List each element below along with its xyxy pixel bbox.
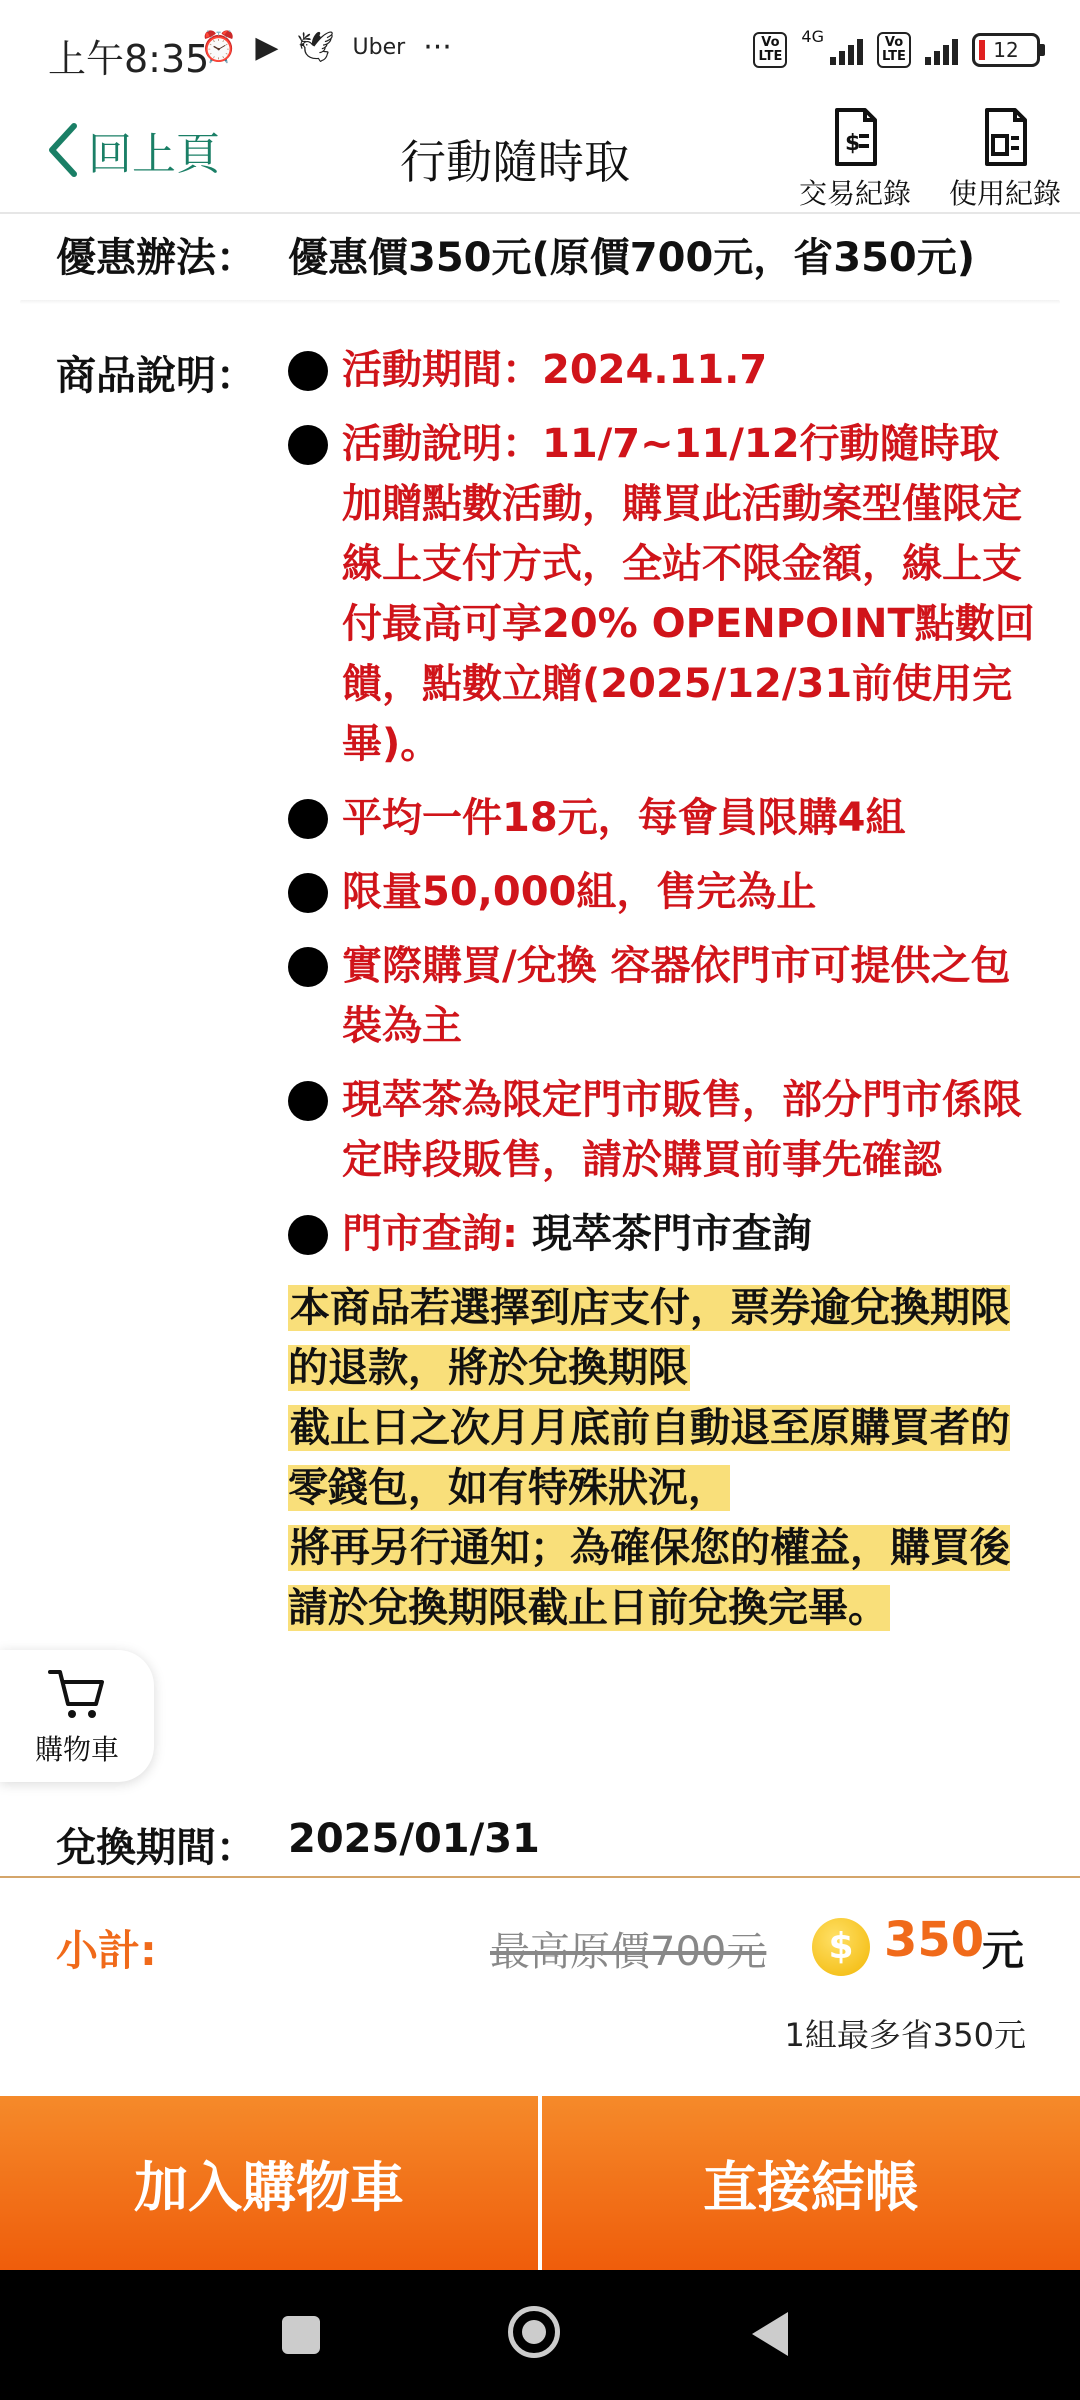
- bullet-dot-icon: [288, 873, 328, 913]
- list-item: [288, 936, 1038, 1056]
- cart-icon: [46, 1666, 108, 1722]
- refund-notice-line: 本商品若選擇到店支付，票券逾兌換期限的退款，將於兌換期限: [288, 1285, 1010, 1391]
- offer-value: 優惠價350元(原價700元，省350元): [288, 235, 976, 281]
- volte-icon: Vo LTE: [753, 32, 787, 68]
- bullet-text: 現萃茶為限定門市販售，部分門市係限定時段販售，請於購買前事先確認: [342, 1077, 1022, 1183]
- floating-cart-button[interactable]: [0, 1650, 154, 1782]
- price-unit: 元: [982, 1926, 1025, 1975]
- list-item: [288, 1204, 1038, 1264]
- bullet-dot-icon: [288, 1081, 328, 1121]
- bullet-dot-icon: [288, 351, 328, 391]
- offer-label: 優惠辦法：: [56, 235, 256, 281]
- list-item: [288, 788, 1038, 848]
- uber-icon: Uber: [352, 35, 406, 60]
- bullet-dot-icon: [288, 947, 328, 987]
- app-header: [0, 100, 1080, 214]
- receipt-dollar-icon: [825, 106, 885, 168]
- store-query-link[interactable]: 現萃茶門市查詢: [531, 1211, 812, 1257]
- refund-notice-line: 將再另行通知；為確保您的權益，購買後請於兌換期限截止日前兌換完畢。: [288, 1525, 1010, 1631]
- checkout-button[interactable]: 直接結帳: [538, 2096, 1080, 2270]
- list-item: [288, 340, 1038, 400]
- youtube-icon: ▶: [255, 30, 279, 65]
- status-notification-icons: [200, 30, 452, 65]
- list-item: [288, 1070, 1038, 1190]
- status-system-icons: [753, 26, 1040, 68]
- original-price: 最高原價700元: [490, 1929, 767, 1975]
- status-bar: [0, 0, 1080, 100]
- description-label: 商品說明：: [56, 353, 256, 399]
- refund-notice: [288, 1278, 1038, 1638]
- exchange-label: 兌換期間：: [56, 1825, 256, 1871]
- usage-records-button[interactable]: [940, 106, 1070, 212]
- savings-note: 1組最多省350元: [784, 2016, 1026, 2054]
- bird-icon: 🕊: [296, 30, 335, 65]
- status-time: 上午8:35: [48, 37, 210, 81]
- receipt-cup-icon: [975, 106, 1035, 168]
- svg-text:$: $: [845, 131, 861, 156]
- back-label: 回上頁: [88, 129, 220, 180]
- transactions-label: 交易紀錄: [798, 177, 911, 210]
- action-bar: [0, 2096, 1080, 2270]
- list-item: [288, 414, 1038, 774]
- cart-label: 購物車: [34, 1733, 119, 1766]
- coin-icon: $: [812, 1918, 870, 1976]
- refund-notice-line: 截止日之次月月底前自動退至原購買者的零錢包，如有特殊狀況，: [288, 1405, 1010, 1511]
- subtotal-label: 小計:: [56, 1926, 157, 1975]
- more-notifications-icon: ···: [423, 30, 452, 65]
- transactions-button[interactable]: [790, 106, 920, 212]
- bullet-text: 活動期間：2024.11.7: [342, 347, 768, 393]
- bullet-text: 限量50,000組，售完為止: [342, 869, 817, 915]
- list-item: [288, 862, 1038, 922]
- bottom-panel-divider: [0, 1876, 1080, 1878]
- signal-icon-2: [925, 35, 958, 65]
- exchange-value: 2025/01/31: [288, 1816, 540, 1862]
- bullet-text: 實際購買/兌換 容器依門市可提供之包裝為主: [342, 943, 1011, 1049]
- network-type: 4G: [801, 26, 824, 46]
- bullet-dot-icon: [288, 799, 328, 839]
- usage-label: 使用紀錄: [948, 177, 1061, 210]
- bullet-text: 平均一件18元，每會員限購4組: [342, 795, 906, 841]
- volte-icon-2: Vo LTE: [877, 32, 911, 68]
- store-query-label: 門市查詢:: [342, 1211, 518, 1257]
- store-query: [342, 1204, 812, 1264]
- description-list: [288, 340, 1038, 1638]
- page-title: 行動隨時取: [400, 135, 630, 189]
- system-nav-bar: [0, 2270, 1080, 2400]
- bullet-dot-icon: [288, 1215, 328, 1255]
- recents-icon[interactable]: [282, 2316, 320, 2354]
- bullet-dot-icon: [288, 425, 328, 465]
- back-triangle-icon[interactable]: [752, 2312, 788, 2356]
- bullet-text: 活動說明：11/7~11/12行動隨時取加贈點數活動，購買此活動案型僅限定線上支付方式，全站不限金額，線上支付最高可享20% OPENPOINT點數回饋，點數立贈(2025/12/31前使用完畢)。: [342, 421, 1035, 767]
- alarm-icon: ⏰: [200, 30, 238, 65]
- price-value: 350: [884, 1912, 985, 1968]
- home-icon[interactable]: [508, 2306, 560, 2358]
- section-divider: [20, 300, 1060, 304]
- add-to-cart-button[interactable]: 加入購物車: [0, 2096, 538, 2270]
- signal-icon: [830, 35, 863, 65]
- battery-icon: 12: [972, 33, 1040, 67]
